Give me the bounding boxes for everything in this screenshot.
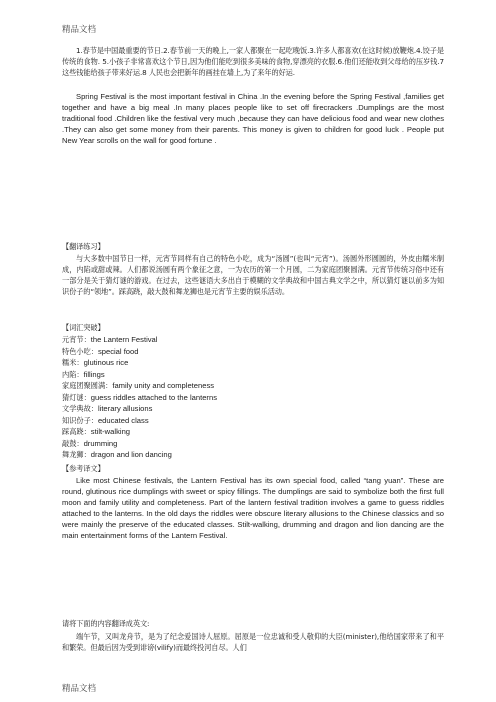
vocab-cn: 特色小吃： — [62, 346, 98, 356]
vocab-en: stilt-walking — [90, 427, 131, 436]
vocab-heading: 【词汇突破】 — [62, 323, 105, 332]
vocab-cn: 内陷： — [62, 369, 84, 379]
vocab-item — [62, 438, 444, 450]
vocab-cn: 知识份子： — [62, 415, 98, 425]
practice-heading: 【翻译练习】 — [62, 242, 105, 251]
vocab-item — [62, 346, 444, 358]
page-header: 精品文档 — [62, 25, 97, 35]
vocab-en: drumming — [83, 438, 118, 448]
vocab-en: family unity and completeness — [112, 381, 215, 390]
vocab-cn: 舞龙狮： — [62, 450, 91, 459]
reference-paragraph: Like most Chinese festivals, the Lantern Festival has its own special food, called “tang yuan”. These are round, glutinous rice dumplings with sweet or spicy fillings. The dumplings are said to symbolize both the first full moon and family utility and completeness. Part of the lantern festival tradition involves a game to guess riddles attached to the lanterns. In the old days the riddles were obscure literary allusions to the Chinese classics and so were mainly the preserve of the educated classes. Stilt-walking, drumming and dragon and lion dancing are the main entertainment forms of the Lantern Festival. — [62, 476, 444, 541]
task-paragraph: 端午节，又叫龙舟节，是为了纪念爱国诗人屈原。屈原是一位忠诚和受人敬仰的大臣(minister),他给国家带来了和平和繁荣。但最后因为受到诽谤(vilify)而最终投河自尽。人们 — [62, 632, 444, 652]
intro-chinese-paragraph: 1.春节是中国最重要的节日.2.春节前一天的晚上,一家人都聚在一起吃晚饭.3.许多人都喜欢(在这时候)放鞭炮.4.饺子是传统的食物. 5.小孩子非常喜欢这个节日,因为他们能吃到很多美味的食物,穿漂亮的衣服.6.他们还能收到父母给的压岁钱.7 这些钱能给孩子带来好运.8 人民也会把新年的画挂在墙上,为了来年的好运. — [62, 46, 444, 77]
vocab-cn: 文学典故： — [62, 404, 98, 413]
page-footer: 精品文档 — [62, 684, 97, 694]
vocab-item — [62, 369, 444, 381]
vocab-cn: 敲鼓： — [62, 438, 84, 448]
vocab-en: the Lantern Festival — [90, 335, 158, 344]
vocab-item — [62, 380, 444, 392]
practice-paragraph: 与大多数中国节日一样，元宵节同样有自己的特色小吃，成为“汤圆”(也叫“元宵”)。汤圆外形圆圆的，外皮由糯米制成，内陷或甜或辣。人们都说汤圆有两个象征之意，一为农历的第一个月圆，二为家庭团聚圆满。元宵节传统习俗中还有一部分是关于猜灯谜的游戏。在过去，这些谜语大多出自于模糊的文学典故和中国古典文学之中，所以猜灯谜以前多为知识份子的“领地”。踩高跷，敲大鼓和舞龙狮也是元宵节主要的娱乐活动。 — [62, 254, 444, 296]
vocab-en: glutinous rice — [83, 358, 129, 367]
intro-english-paragraph: Spring Festival is the most important festival in China .In the evening before the Spring Festival ,families get together and have a big meal .In many places people like to set off firecrackers .Dumplings are the most traditional food .Children like the festival very much ,because they can have delicious food and wear new clothes .They can also get some money from their parents. This money is given to children for good luck . People put New Year scrolls on the wall for good fortune . — [62, 92, 444, 146]
vocab-en: dragon and lion dancing — [90, 450, 172, 459]
vocab-cn: 糯米： — [62, 358, 84, 367]
vocab-cn: 踩高跷： — [62, 427, 91, 436]
vocab-item — [62, 357, 444, 369]
vocab-item — [62, 415, 444, 427]
vocab-item — [62, 392, 444, 404]
vocab-cn: 家庭团聚圆满： — [62, 381, 113, 390]
vocab-list — [62, 334, 444, 461]
vocab-en: special food — [97, 346, 139, 356]
task-prompt: 请将下面的内容翻译成英文: — [62, 619, 150, 628]
vocab-en: educated class — [97, 415, 149, 425]
vocab-item — [62, 334, 444, 346]
vocab-en: literary allusions — [97, 404, 153, 413]
vocab-item — [62, 403, 444, 415]
vocab-cn: 猜灯谜： — [62, 392, 91, 402]
vocab-cn: 元宵节： — [62, 335, 91, 344]
vocab-en: guess riddles attached to the lanterns — [90, 392, 217, 402]
vocab-en: fillings — [83, 369, 105, 379]
vocab-item — [62, 426, 444, 438]
vocab-item — [62, 449, 444, 461]
reference-heading: 【参考译文】 — [62, 464, 105, 473]
